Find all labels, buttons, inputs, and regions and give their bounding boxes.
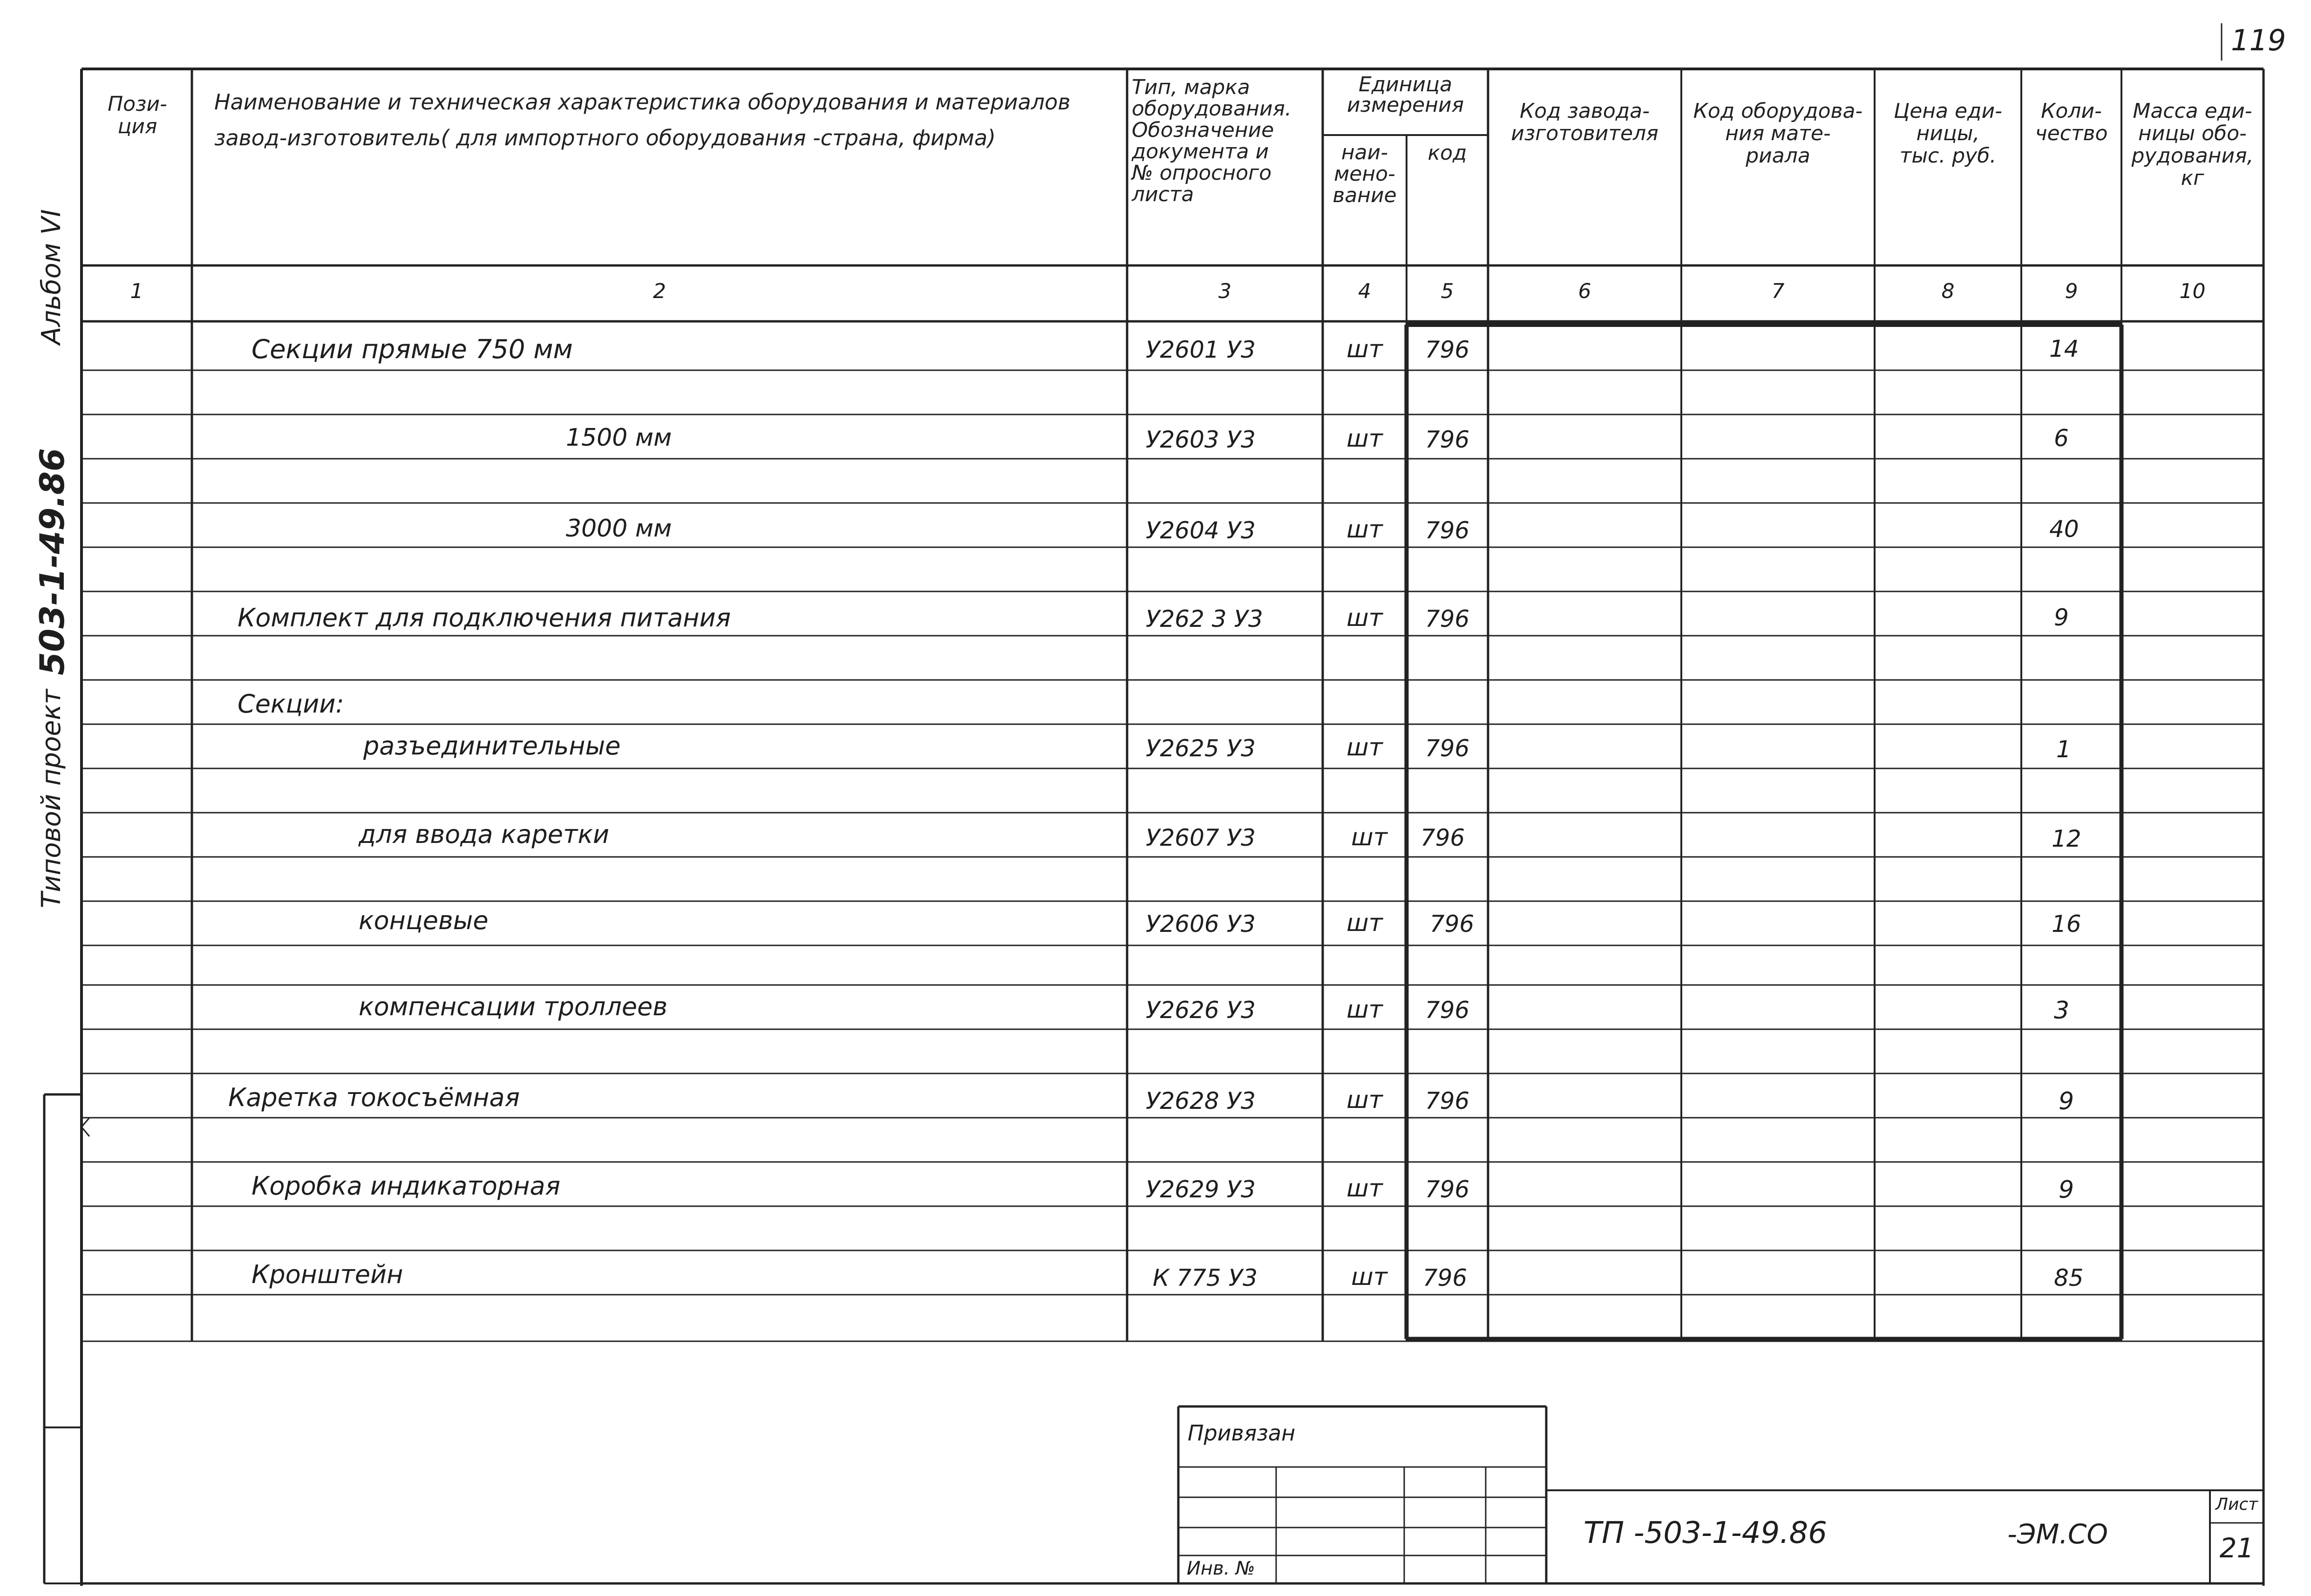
row-10-type: У2628 У3 — [1146, 1087, 1256, 1114]
row-12-qty: 85 — [2054, 1264, 2084, 1291]
header-mass: Масса еди- ницы обо- рудования, кг — [2131, 99, 2254, 190]
row-10-name: Каретка токосъёмная — [228, 1083, 520, 1112]
colnum-10: 10 — [2179, 279, 2206, 303]
row-8-code: 796 — [1429, 910, 1475, 937]
row-2-type: У2603 У3 — [1146, 426, 1256, 453]
row-9-name: компенсации троллеев — [359, 992, 668, 1021]
colnum-4: 4 — [1358, 279, 1371, 303]
row-1-code: 796 — [1425, 336, 1470, 363]
colnum-1: 1 — [130, 279, 143, 303]
inventory-number-label: Инв. № — [1187, 1558, 1255, 1579]
row-5-name: Секции: — [238, 689, 344, 719]
header-unit-group: Единица измерения — [1346, 73, 1464, 117]
row-4-code: 796 — [1425, 605, 1470, 632]
header-equipment-code: Код оборудова- ния мате- риала — [1693, 99, 1863, 168]
page-number: 119 — [2231, 23, 2286, 57]
project-label: Типовой проект — [36, 689, 67, 908]
document-suffix: -ЭМ.СО — [2007, 1518, 2108, 1550]
row-2-code: 796 — [1425, 426, 1470, 453]
row-11-name: Коробка индикаторная — [251, 1171, 561, 1201]
row-6-code: 796 — [1425, 735, 1470, 762]
row-10-qty: 9 — [2059, 1087, 2074, 1115]
document-code: ТП -503-1-49.86 — [1584, 1516, 1827, 1550]
row-1-name: Секции прямые 750 мм — [251, 334, 573, 365]
colnum-9: 9 — [2065, 279, 2078, 303]
row-9-type: У2626 У3 — [1146, 997, 1256, 1024]
row-12-code: 796 — [1422, 1264, 1468, 1291]
row-11-code: 796 — [1425, 1176, 1470, 1203]
row-1-type: У2601 У3 — [1146, 336, 1256, 363]
row-1-qty: 14 — [2049, 335, 2079, 362]
row-12-name: Кронштейн — [251, 1260, 403, 1289]
colnum-2: 2 — [653, 279, 666, 303]
header-unit-name: наи- мено- вание — [1332, 141, 1397, 207]
colnum-6: 6 — [1578, 279, 1591, 303]
row-6-unit: шт — [1346, 733, 1383, 761]
row-12-unit: шт — [1351, 1263, 1387, 1291]
header-name-line2: завод-изготовитель( для импортного оборудования -страна, фирма) — [214, 125, 996, 150]
row-3-name: 3000 мм — [566, 515, 672, 543]
row-1-unit: шт — [1346, 335, 1383, 363]
header-quantity: Коли- чество — [2035, 99, 2108, 145]
row-9-code: 796 — [1425, 997, 1470, 1024]
colnum-5: 5 — [1441, 279, 1454, 303]
row-10-unit: шт — [1346, 1086, 1383, 1114]
row-4-qty: 9 — [2054, 604, 2069, 631]
row-7-qty: 12 — [2052, 825, 2081, 852]
row-11-qty: 9 — [2059, 1176, 2074, 1204]
header-position: Пози- ция — [108, 92, 167, 138]
album-label: Альбом VI — [36, 209, 67, 345]
row-7-name: для ввода каретки — [359, 820, 610, 849]
row-4-unit: шт — [1346, 604, 1383, 632]
header-type: Тип, марка оборудования. Обозначение документа и № опросного листа — [1132, 75, 1291, 206]
project-code: 503-1-49.86 — [33, 448, 72, 675]
colnum-8: 8 — [1941, 279, 1955, 303]
attached-label: Привязан — [1188, 1420, 1296, 1446]
row-7-unit: шт — [1351, 823, 1387, 851]
row-2-qty: 6 — [2054, 425, 2069, 452]
sheet-label: Лист — [2215, 1495, 2258, 1514]
row-4-name: Комплект для подключения питания — [238, 603, 731, 632]
row-9-qty: 3 — [2054, 997, 2070, 1025]
row-3-unit: шт — [1346, 516, 1383, 543]
header-price: Цена еди- ницы, тыс. руб. — [1894, 99, 2002, 168]
row-3-qty: 40 — [2049, 516, 2079, 543]
colnum-7: 7 — [1771, 279, 1785, 303]
row-12-type: К 775 У3 — [1153, 1264, 1257, 1291]
row-11-type: У2629 У3 — [1146, 1176, 1256, 1203]
sheet-number: 21 — [2219, 1532, 2254, 1564]
row-2-unit: шт — [1346, 425, 1383, 453]
row-3-type: У2604 У3 — [1146, 517, 1256, 544]
row-2-name: 1500 мм — [566, 424, 672, 452]
row-9-unit: шт — [1346, 996, 1383, 1024]
row-6-type: У2625 У3 — [1146, 735, 1256, 762]
row-7-code: 796 — [1420, 824, 1465, 851]
row-8-name: концевые — [359, 906, 489, 935]
row-7-type: У2607 У3 — [1146, 824, 1256, 851]
row-6-name: разъединительные — [363, 731, 621, 761]
header-maker-code: Код завода- изготовителя — [1511, 99, 1658, 145]
row-6-qty: 1 — [2056, 736, 2071, 763]
colnum-3: 3 — [1218, 279, 1231, 303]
row-10-code: 796 — [1425, 1087, 1470, 1114]
row-8-qty: 16 — [2052, 910, 2081, 937]
row-3-code: 796 — [1425, 517, 1470, 544]
row-8-type: У2606 У3 — [1146, 910, 1256, 937]
row-8-unit: шт — [1346, 909, 1383, 937]
row-4-type: У262 3 У3 — [1146, 605, 1263, 632]
row-11-unit: шт — [1346, 1175, 1383, 1202]
header-unit-code: код — [1427, 141, 1467, 165]
header-name-line1: Наименование и техническая характеристика оборудования и материалов — [214, 89, 1071, 115]
